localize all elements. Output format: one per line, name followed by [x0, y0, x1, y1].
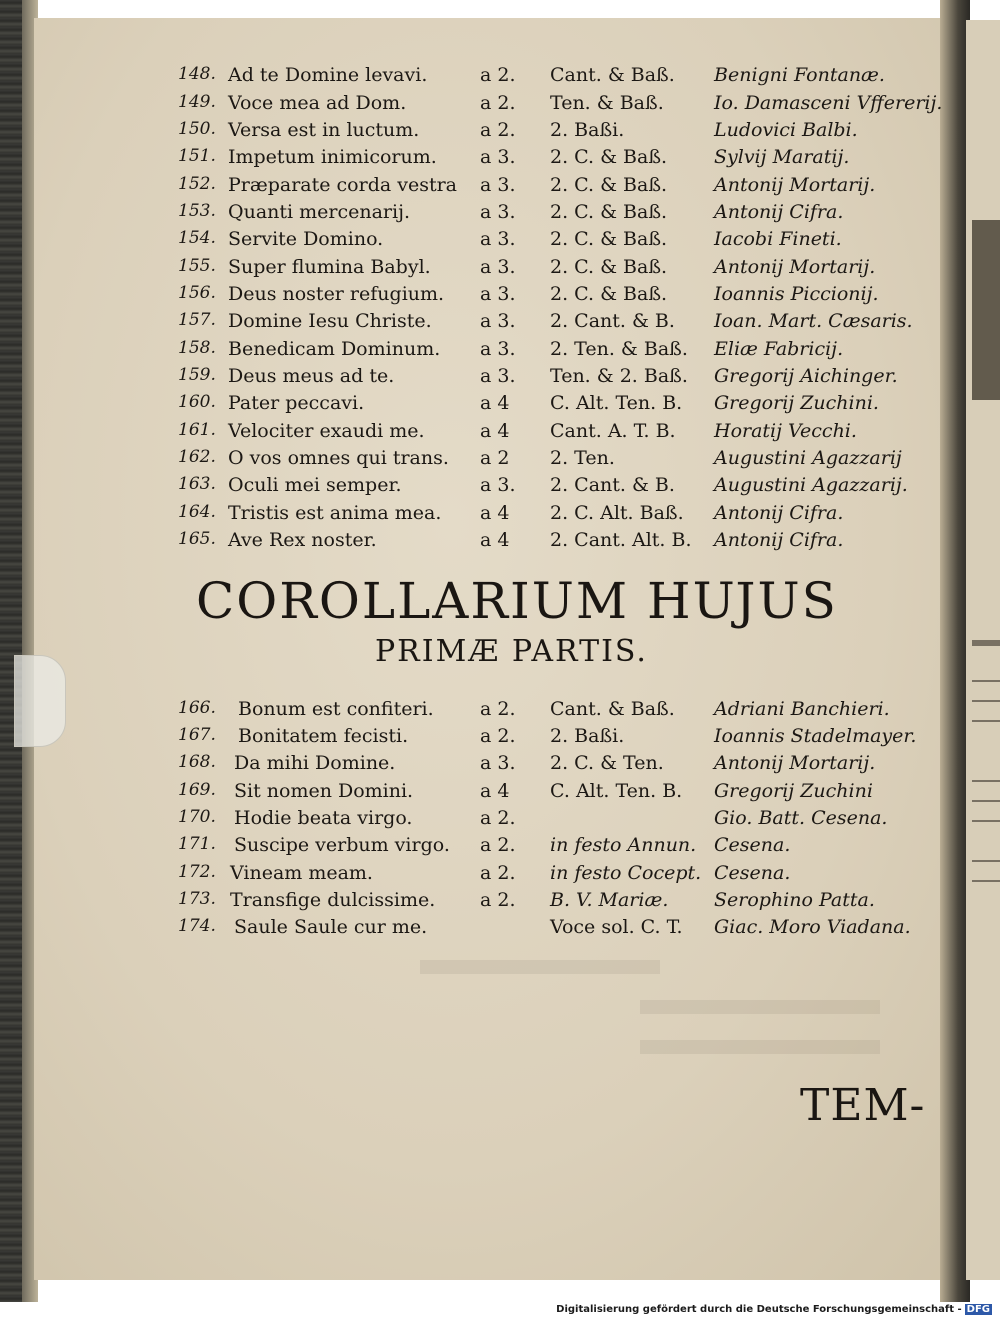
entry-number: 156.: [178, 283, 216, 303]
entry-voices: a 2.: [480, 725, 516, 747]
entry-title: Ad te Domine levavi.: [228, 64, 428, 86]
entry-voices: a 3.: [480, 256, 516, 278]
entry-title: Impetum inimicorum.: [228, 146, 437, 168]
entry-voices: a 2.: [480, 807, 516, 829]
entry-number: 174.: [178, 916, 216, 936]
list-item: [0, 529, 1000, 555]
entry-parts: 2. Cant. Alt. B.: [550, 529, 692, 551]
entry-parts: 2. C. & Ten.: [550, 752, 664, 774]
entry-voices: a 2: [480, 447, 510, 469]
entry-number: 160.: [178, 392, 216, 412]
entry-parts: Cant. A. T. B.: [550, 420, 676, 442]
entry-title: Transfige dulcissime.: [230, 889, 436, 911]
entry-parts: 2. Baßi.: [550, 725, 625, 747]
entry-author: Gregorij Zuchini.: [714, 392, 879, 414]
entry-voices: a 3.: [480, 365, 516, 387]
list-item: [0, 420, 1000, 446]
entry-number: 158.: [178, 338, 216, 358]
entry-voices: a 3.: [480, 146, 516, 168]
entry-number: 173.: [178, 889, 216, 909]
entry-author: Cesena.: [714, 834, 791, 856]
list-item: [0, 310, 1000, 336]
list-item: [0, 834, 1000, 860]
entry-title: Quanti mercenarij.: [228, 201, 411, 223]
list-item: [0, 780, 1000, 806]
list-item: [0, 807, 1000, 833]
entry-title: Deus noster refugium.: [228, 283, 445, 305]
entry-title: Præparate corda vestra: [228, 174, 458, 196]
entry-title: Pater peccavi.: [228, 392, 365, 414]
entry-parts: Ten. & 2. Baß.: [550, 365, 688, 387]
list-item: [0, 283, 1000, 309]
entry-voices: a 4: [480, 420, 510, 442]
entry-voices: a 3.: [480, 201, 516, 223]
list-item: [0, 338, 1000, 364]
entry-parts: 2. C. & Baß.: [550, 228, 668, 250]
dfg-logo: DFG: [966, 1304, 990, 1315]
entry-title: Bonum est confiteri.: [238, 698, 434, 720]
entry-number: 169.: [178, 780, 216, 800]
entry-parts: B. V. Mariæ.: [550, 889, 669, 911]
catchword: TEM-: [800, 1080, 926, 1131]
entry-voices: a 3.: [480, 474, 516, 496]
entry-title: Domine Iesu Christe.: [228, 310, 432, 332]
entry-parts: 2. Cant. & B.: [550, 474, 675, 496]
entry-author: Ioannis Stadelmayer.: [714, 725, 917, 747]
entry-author: Antonij Cifra.: [714, 201, 844, 223]
entry-author: Antonij Mortarij.: [714, 174, 876, 196]
entry-title: Deus meus ad te.: [228, 365, 395, 387]
entry-voices: a 3.: [480, 283, 516, 305]
section-heading: COROLLARIUM HUJUS: [196, 572, 838, 630]
entry-title: Vineam meam.: [230, 862, 373, 884]
list-item: [0, 365, 1000, 391]
entry-parts: 2. C. & Baß.: [550, 201, 668, 223]
entry-author: Benigni Fontanæ.: [714, 64, 885, 86]
list-item: [0, 889, 1000, 915]
entry-number: 152.: [178, 174, 216, 194]
entry-parts: 2. Ten.: [550, 447, 615, 469]
bleed-through: [640, 1040, 880, 1054]
entry-voices: a 3.: [480, 752, 516, 774]
digitization-credit: [556, 1304, 992, 1315]
entry-voices: a 4: [480, 780, 510, 802]
list-item: [0, 502, 1000, 528]
list-item: [0, 447, 1000, 473]
entry-title: Voce mea ad Dom.: [228, 92, 407, 114]
entry-number: 170.: [178, 807, 216, 827]
list-item: [0, 916, 1000, 942]
entry-number: 171.: [178, 834, 216, 854]
entry-author: Adriani Banchieri.: [714, 698, 890, 720]
entry-title: O vos omnes qui trans.: [228, 447, 449, 469]
list-item: [0, 698, 1000, 724]
entry-title: Hodie beata virgo.: [234, 807, 413, 829]
entry-author: Ioan. Mart. Cæsaris.: [714, 310, 913, 332]
entry-number: 164.: [178, 502, 216, 522]
list-item: [0, 392, 1000, 418]
entry-number: 166.: [178, 698, 216, 718]
entry-voices: a 2.: [480, 698, 516, 720]
entry-number: 148.: [178, 64, 216, 84]
entry-number: 168.: [178, 752, 216, 772]
list-item: [0, 64, 1000, 90]
entry-author: Horatij Vecchi.: [714, 420, 857, 442]
entry-author: Antonij Mortarij.: [714, 752, 876, 774]
entry-voices: a 2.: [480, 889, 516, 911]
section-subheading: PRIMÆ PARTIS.: [375, 634, 648, 669]
entry-parts: 2. Baßi.: [550, 119, 625, 141]
entry-voices: a 3.: [480, 310, 516, 332]
entry-voices: a 4: [480, 392, 510, 414]
entry-number: 161.: [178, 420, 216, 440]
entry-voices: a 2.: [480, 862, 516, 884]
entry-author: Antonij Cifra.: [714, 529, 844, 551]
entry-author: Augustini Agazzarij.: [714, 474, 908, 496]
entry-author: Gio. Batt. Cesena.: [714, 807, 888, 829]
list-item: [0, 119, 1000, 145]
entry-author: Antonij Cifra.: [714, 502, 844, 524]
entry-parts: C. Alt. Ten. B.: [550, 780, 683, 802]
entry-title: Tristis est anima mea.: [228, 502, 442, 524]
entry-author: Gregorij Aichinger.: [714, 365, 898, 387]
entry-parts: Ten. & Baß.: [550, 92, 664, 114]
entry-number: 165.: [178, 529, 216, 549]
list-item: [0, 92, 1000, 118]
list-item: [0, 862, 1000, 888]
entry-author: Antonij Mortarij.: [714, 256, 876, 278]
entry-parts: Voce sol. C. T.: [550, 916, 683, 938]
entry-voices: a 3.: [480, 174, 516, 196]
entry-title: Benedicam Dominum.: [228, 338, 441, 360]
entry-author: Serophino Patta.: [714, 889, 875, 911]
entry-title: Velociter exaudi me.: [228, 420, 425, 442]
list-item: [0, 474, 1000, 500]
entry-title: Ave Rex noster.: [228, 529, 377, 551]
credit-text: Digitalisierung gefördert durch die Deutsche Forschungsgemeinschaft -: [556, 1304, 962, 1315]
entry-parts: in festo Annun.: [550, 834, 697, 856]
entry-voices: a 4: [480, 529, 510, 551]
entry-number: 151.: [178, 146, 216, 166]
entry-title: Sit nomen Domini.: [234, 780, 414, 802]
list-item: [0, 752, 1000, 778]
entry-voices: a 3.: [480, 338, 516, 360]
entry-number: 167.: [178, 725, 216, 745]
entry-number: 159.: [178, 365, 216, 385]
entry-author: Sylvij Maratij.: [714, 146, 850, 168]
list-item: [0, 201, 1000, 227]
entry-title: Da mihi Domine.: [234, 752, 396, 774]
entry-voices: a 2.: [480, 92, 516, 114]
entry-number: 154.: [178, 228, 216, 248]
entry-parts: 2. C. & Baß.: [550, 283, 668, 305]
entry-number: 150.: [178, 119, 216, 139]
entry-author: Ioannis Piccionij.: [714, 283, 879, 305]
bleed-through: [420, 960, 660, 974]
entry-author: Io. Damasceni Vffererij.: [714, 92, 943, 114]
entry-title: Super flumina Babyl.: [228, 256, 431, 278]
entry-number: 162.: [178, 447, 216, 467]
entry-parts: 2. C. Alt. Baß.: [550, 502, 684, 524]
list-item: [0, 228, 1000, 254]
entry-title: Bonitatem fecisti.: [238, 725, 409, 747]
entry-parts: Cant. & Baß.: [550, 698, 675, 720]
entry-author: Cesena.: [714, 862, 791, 884]
list-item: [0, 174, 1000, 200]
entry-parts: C. Alt. Ten. B.: [550, 392, 683, 414]
entry-title: Suscipe verbum virgo.: [234, 834, 450, 856]
entry-number: 153.: [178, 201, 216, 221]
entry-title: Oculi mei semper.: [228, 474, 402, 496]
entry-parts: 2. Cant. & B.: [550, 310, 675, 332]
entry-parts: in festo Cocept.: [550, 862, 702, 884]
entry-title: Versa est in luctum.: [228, 119, 420, 141]
entry-voices: a 2.: [480, 64, 516, 86]
entry-voices: a 3.: [480, 228, 516, 250]
entry-title: Saule Saule cur me.: [234, 916, 428, 938]
entry-author: Eliæ Fabricij.: [714, 338, 844, 360]
entry-parts: 2. C. & Baß.: [550, 174, 668, 196]
bleed-through: [640, 1000, 880, 1014]
list-item: [0, 146, 1000, 172]
entry-author: Augustini Agazzarij: [714, 447, 902, 469]
entry-number: 149.: [178, 92, 216, 112]
entry-author: Gregorij Zuchini: [714, 780, 873, 802]
entry-parts: 2. C. & Baß.: [550, 146, 668, 168]
entry-voices: a 2.: [480, 119, 516, 141]
entry-author: Iacobi Fineti.: [714, 228, 842, 250]
entry-number: 157.: [178, 310, 216, 330]
entry-number: 172.: [178, 862, 216, 882]
list-item: [0, 725, 1000, 751]
entry-parts: Cant. & Baß.: [550, 64, 675, 86]
entry-parts: 2. C. & Baß.: [550, 256, 668, 278]
entry-number: 163.: [178, 474, 216, 494]
entry-voices: a 4: [480, 502, 510, 524]
entry-number: 155.: [178, 256, 216, 276]
entry-voices: a 2.: [480, 834, 516, 856]
list-item: [0, 256, 1000, 282]
entry-title: Servite Domino.: [228, 228, 384, 250]
entry-author: Ludovici Balbi.: [714, 119, 858, 141]
entry-parts: 2. Ten. & Baß.: [550, 338, 688, 360]
entry-author: Giac. Moro Viadana.: [714, 916, 911, 938]
